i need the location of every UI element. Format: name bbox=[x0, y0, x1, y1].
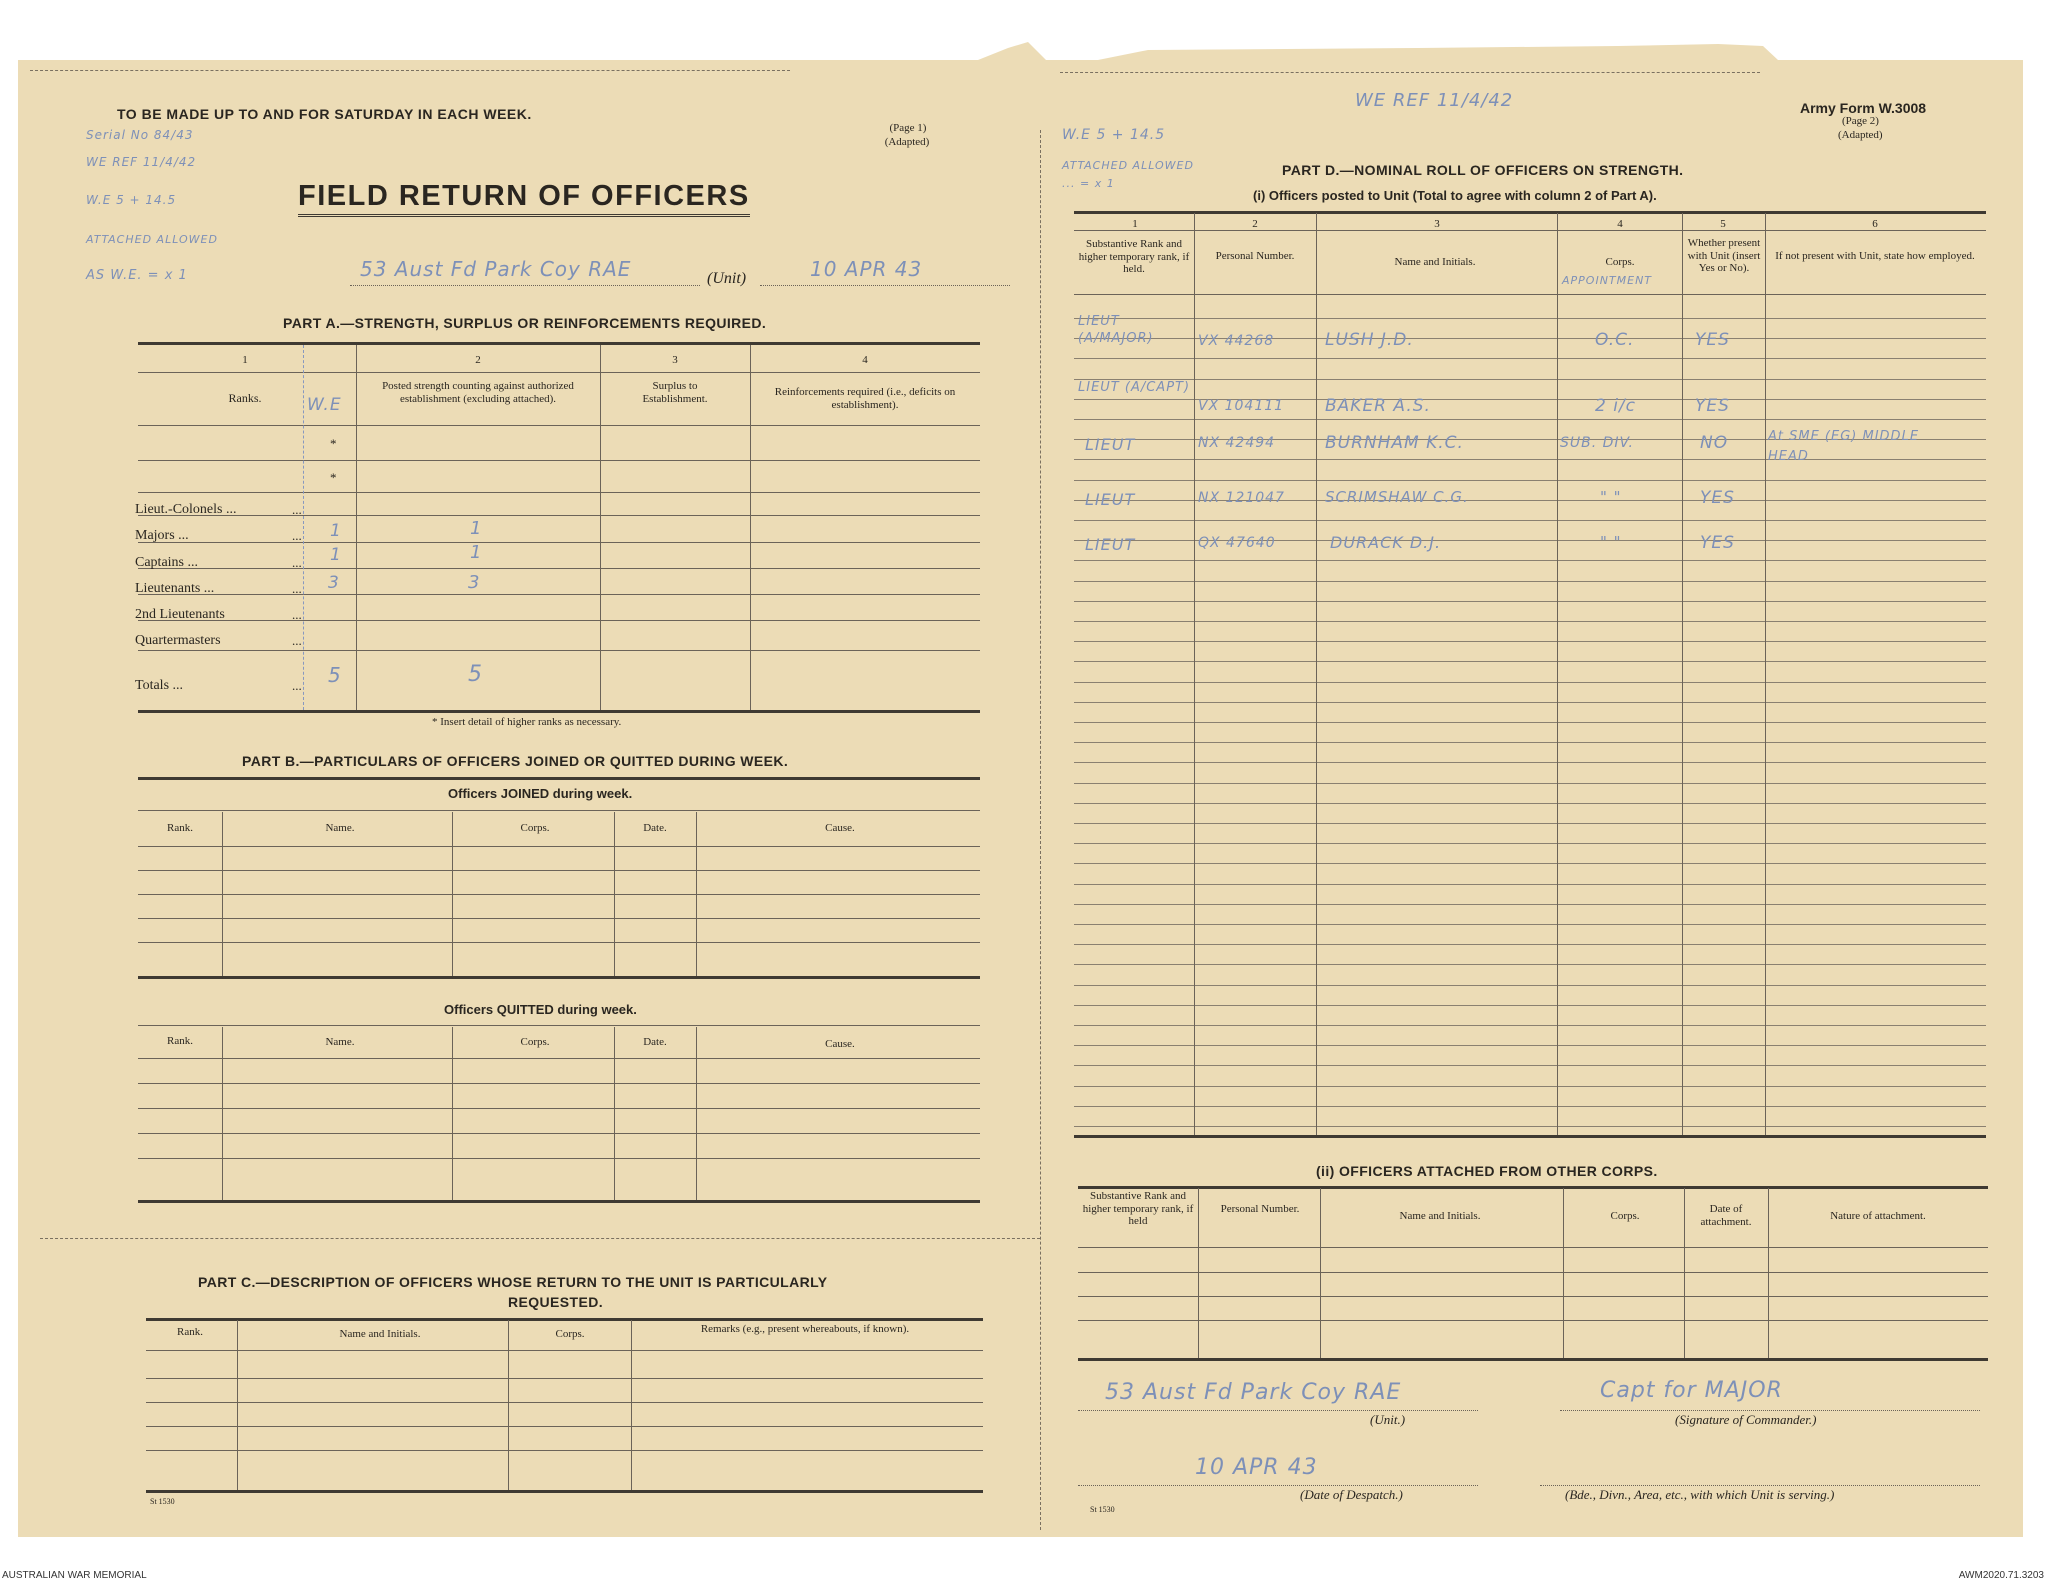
hw-majors-posted: 1 bbox=[470, 518, 483, 539]
attached-head-number: Personal Number. bbox=[1220, 1203, 1300, 1215]
leader-dots: ... bbox=[292, 555, 302, 570]
part-c-col-rank: Rank. bbox=[177, 1326, 203, 1338]
roll-1-corps: O.C. bbox=[1595, 330, 1635, 350]
joined-col-divider bbox=[222, 812, 223, 976]
attached-col-divider bbox=[1768, 1188, 1769, 1358]
joined-bottom-rule bbox=[138, 976, 980, 979]
asterisk-row: * bbox=[330, 436, 337, 451]
hw-right-attached-count: ... = x 1 bbox=[1062, 177, 1115, 190]
joined-row-rule bbox=[138, 918, 980, 919]
part-a-head-ranks: Ranks. bbox=[228, 391, 262, 405]
attached-row-rule bbox=[1078, 1272, 1988, 1273]
roll-row-rule bbox=[1074, 863, 1986, 864]
roll-4-rank: LIEUT bbox=[1085, 490, 1136, 509]
quitted-row-rule bbox=[138, 1108, 980, 1109]
part-a-top-rule bbox=[138, 342, 980, 345]
part-a-colnum-1: 1 bbox=[242, 354, 248, 366]
roll-row-rule bbox=[1074, 924, 1986, 925]
attached-head-corps: Corps. bbox=[1610, 1210, 1640, 1222]
despatch-line bbox=[1078, 1485, 1478, 1486]
quitted-col-divider bbox=[222, 1027, 223, 1200]
part-a-note: * Insert detail of higher ranks as necessary. bbox=[432, 716, 622, 728]
roll-2-rank: LIEUT (A/CAPT) bbox=[1078, 380, 1191, 395]
roll-4-name: SCRIMSHAW C.G. bbox=[1325, 488, 1469, 506]
part-b-top-rule bbox=[138, 777, 980, 780]
rank-totals: Totals ... bbox=[135, 678, 184, 693]
quitted-heading: Officers QUITTED during week. bbox=[444, 1002, 637, 1017]
part-d-top-rule bbox=[1074, 211, 1986, 214]
part-d-col-divider bbox=[1765, 213, 1766, 1135]
part-a-row-rule bbox=[138, 542, 980, 543]
hw-totals-we: 5 bbox=[328, 663, 342, 687]
roll-4-number: NX 121047 bbox=[1198, 490, 1285, 506]
part-a-head-posted: Posted strength counting against authorized establishment (excluding attached). bbox=[382, 380, 574, 405]
part-d-head-name: Name and Initials. bbox=[1394, 256, 1476, 268]
part-a-col-divider bbox=[356, 345, 357, 710]
perforation-top-left bbox=[30, 70, 790, 71]
perforation-fold bbox=[1040, 130, 1041, 1530]
roll-row-rule bbox=[1074, 1045, 1986, 1046]
roll-row-rule bbox=[1074, 581, 1986, 582]
handwritten-we-column-line bbox=[303, 345, 304, 710]
part-a-row-rule bbox=[138, 515, 980, 516]
roll-5-corps: " " bbox=[1600, 533, 1622, 551]
part-d-colnum-4: 4 bbox=[1617, 218, 1623, 230]
quitted-head-rule bbox=[138, 1025, 980, 1026]
roll-row-rule bbox=[1074, 944, 1986, 945]
roll-3-present: NO bbox=[1700, 433, 1729, 453]
joined-head-rule bbox=[138, 810, 980, 811]
part-d-head-present: Whether present with Unit (insert Yes or No). bbox=[1687, 237, 1761, 275]
joined-col-divider bbox=[696, 812, 697, 976]
instruction-text: TO BE MADE UP TO AND FOR SATURDAY IN EACH WEEK. bbox=[117, 106, 532, 122]
roll-row-rule bbox=[1074, 964, 1986, 965]
adapted-label: (Adapted) bbox=[884, 136, 930, 148]
part-d-colnum-3: 3 bbox=[1434, 218, 1440, 230]
joined-heading: Officers JOINED during week. bbox=[448, 786, 633, 801]
roll-row-rule bbox=[1074, 742, 1986, 743]
rank-quartermasters: Quartermasters bbox=[135, 633, 221, 648]
joined-col-cause: Cause. bbox=[825, 822, 855, 834]
joined-row-rule bbox=[138, 942, 980, 943]
roll-row-rule bbox=[1074, 520, 1986, 521]
joined-col-rule bbox=[138, 846, 980, 847]
hw-lieutenants-we: 3 bbox=[328, 573, 340, 593]
roll-row-rule bbox=[1074, 985, 1986, 986]
attached-head-rank: Substantive Rank and higher temporary rank, if held bbox=[1082, 1190, 1194, 1228]
quitted-row-rule bbox=[138, 1133, 980, 1134]
quitted-col-cause: Cause. bbox=[825, 1038, 855, 1050]
part-d-col-divider bbox=[1682, 213, 1683, 1135]
quitted-col-divider bbox=[696, 1027, 697, 1200]
handwritten-serial: Serial No 84/43 bbox=[86, 128, 194, 142]
part-d-bottom-rule bbox=[1074, 1135, 1986, 1138]
leader-dots: ... bbox=[292, 528, 302, 543]
part-c-title-2: REQUESTED. bbox=[508, 1294, 604, 1310]
part-d-colnum-1: 1 bbox=[1132, 218, 1138, 230]
unit-footer-label: (Unit.) bbox=[1370, 1412, 1406, 1427]
quitted-col-divider bbox=[452, 1027, 453, 1200]
part-a-row-rule bbox=[138, 568, 980, 569]
part-d-num-rule bbox=[1074, 230, 1986, 231]
roll-row-rule bbox=[1074, 661, 1986, 662]
part-c-col-remarks: Remarks (e.g., present whereabouts, if known). bbox=[700, 1323, 910, 1335]
part-d-colnum-2: 2 bbox=[1252, 218, 1258, 230]
roll-row-rule bbox=[1074, 480, 1986, 481]
hw-right-attached: ATTACHED ALLOWED bbox=[1062, 159, 1194, 172]
attached-head-nature: Nature of attachment. bbox=[1830, 1210, 1926, 1222]
roll-2-number: VX 104111 bbox=[1198, 398, 1285, 414]
hw-unit-footer: 53 Aust Fd Park Coy RAE bbox=[1105, 1380, 1402, 1405]
roll-row-rule bbox=[1074, 884, 1986, 885]
date-line bbox=[760, 285, 1010, 286]
roll-4-present: YES bbox=[1700, 488, 1735, 508]
roll-row-rule bbox=[1074, 560, 1986, 561]
joined-col-name: Name. bbox=[325, 822, 355, 834]
part-c-row-rule bbox=[146, 1402, 983, 1403]
part-a-title: PART A.—STRENGTH, SURPLUS OR REINFORCEMENTS REQUIRED. bbox=[283, 315, 767, 331]
joined-col-divider bbox=[614, 812, 615, 976]
hw-majors-we: 1 bbox=[330, 521, 342, 541]
roll-1-name: LUSH J.D. bbox=[1325, 330, 1414, 350]
part-c-row-rule bbox=[146, 1450, 983, 1451]
part-c-title: PART C.—DESCRIPTION OF OFFICERS WHOSE RETURN TO THE UNIT IS PARTICULARLY bbox=[198, 1274, 828, 1290]
roll-2-name: BAKER A.S. bbox=[1325, 396, 1431, 416]
roll-row-rule bbox=[1074, 823, 1986, 824]
roll-row-rule bbox=[1074, 1106, 1986, 1107]
perforation-top-right bbox=[1060, 72, 1760, 73]
roll-3-name: BURNHAM K.C. bbox=[1325, 433, 1464, 453]
hw-right-we: W.E 5 + 14.5 bbox=[1062, 127, 1166, 143]
part-d-head-number: Personal Number. bbox=[1215, 250, 1295, 262]
roll-row-rule bbox=[1074, 803, 1986, 804]
quitted-col-rule bbox=[138, 1058, 980, 1059]
attached-row-rule bbox=[1078, 1320, 1988, 1321]
part-c-col-name: Name and Initials. bbox=[339, 1328, 421, 1340]
attached-col-divider bbox=[1320, 1188, 1321, 1358]
roll-row-rule bbox=[1074, 358, 1986, 359]
roll-3-remark: At SME (EG) MIDDLE HEAD bbox=[1768, 429, 1920, 464]
roll-row-rule bbox=[1074, 621, 1986, 622]
quitted-col-divider bbox=[614, 1027, 615, 1200]
archive-accession-number: AWM2020.71.3203 bbox=[1958, 1570, 2044, 1581]
right-stock-number: St 1530 bbox=[1090, 1505, 1115, 1514]
rank-lieut-colonels: Lieut.-Colonels ... bbox=[135, 502, 237, 517]
roll-3-number: NX 42494 bbox=[1198, 435, 1276, 451]
roll-4-corps: " " bbox=[1600, 488, 1622, 506]
leader-dots: ... bbox=[292, 502, 302, 517]
part-a-row-rule bbox=[138, 460, 980, 461]
quitted-col-rank: Rank. bbox=[167, 1035, 193, 1047]
quitted-col-name: Name. bbox=[325, 1036, 355, 1048]
part-c-bottom-rule bbox=[146, 1490, 983, 1493]
joined-col-corps: Corps. bbox=[520, 822, 550, 834]
attached-col-divider bbox=[1563, 1188, 1564, 1358]
roll-row-rule bbox=[1074, 762, 1986, 763]
torn-edge bbox=[18, 40, 2023, 80]
part-a-num-rule bbox=[138, 372, 980, 373]
roll-row-rule bbox=[1074, 1005, 1986, 1006]
roll-row-rule bbox=[1074, 722, 1986, 723]
joined-col-rank: Rank. bbox=[167, 822, 193, 834]
roll-row-rule bbox=[1074, 702, 1986, 703]
attached-col-divider bbox=[1684, 1188, 1685, 1358]
unit-line bbox=[350, 285, 700, 286]
signature-label: (Signature of Commander.) bbox=[1675, 1412, 1817, 1427]
joined-row-rule bbox=[138, 870, 980, 871]
part-d-head-rule bbox=[1074, 294, 1986, 295]
roll-5-number: QX 47640 bbox=[1198, 535, 1276, 551]
leader-dots: ... bbox=[292, 607, 302, 622]
roll-row-rule bbox=[1074, 318, 1986, 319]
roll-row-rule bbox=[1074, 904, 1986, 905]
roll-3-corps: SUB. DIV. bbox=[1560, 435, 1634, 451]
leader-dots: ... bbox=[292, 633, 302, 648]
page-number: (Page 1) bbox=[889, 122, 927, 134]
roll-row-rule bbox=[1074, 783, 1986, 784]
part-c-col-divider bbox=[631, 1320, 632, 1490]
attached-row-rule bbox=[1078, 1296, 1988, 1297]
roll-row-rule bbox=[1074, 1065, 1986, 1066]
part-c-head-rule bbox=[146, 1350, 983, 1351]
part-d-col-divider bbox=[1194, 213, 1195, 1135]
roll-row-rule bbox=[1074, 601, 1986, 602]
roll-row-rule bbox=[1074, 1025, 1986, 1026]
part-a-head-surplus: Surplus to Establishment. bbox=[642, 380, 708, 405]
roll-1-present: YES bbox=[1695, 330, 1730, 350]
part-d-colnum-5: 5 bbox=[1720, 218, 1726, 230]
part-a-col-divider bbox=[750, 345, 751, 710]
part-c-col-divider bbox=[508, 1320, 509, 1490]
archive-credit: AUSTRALIAN WAR MEMORIAL bbox=[2, 1570, 147, 1581]
part-d-col-divider bbox=[1557, 213, 1558, 1135]
left-stock-number: St 1530 bbox=[150, 1497, 175, 1506]
part-d-head-employed: If not present with Unit, state how employed. bbox=[1775, 250, 1975, 262]
hw-appointment-header: APPOINTMENT bbox=[1562, 274, 1653, 287]
part-d-col-divider bbox=[1316, 213, 1317, 1135]
handwritten-we-ref: WE REF 11/4/42 bbox=[86, 155, 197, 169]
hw-signature: Capt for MAJOR bbox=[1600, 1378, 1783, 1403]
roll-row-rule bbox=[1074, 419, 1986, 420]
handwritten-attached: ATTACHED ALLOWED bbox=[86, 233, 218, 246]
despatch-label: (Date of Despatch.) bbox=[1300, 1487, 1403, 1502]
part-c-row-rule bbox=[146, 1378, 983, 1379]
rank-lieutenants: Lieutenants ... bbox=[135, 581, 215, 596]
army-form-number: Army Form W.3008 bbox=[1800, 100, 1927, 116]
handwritten-unit: 53 Aust Fd Park Coy RAE bbox=[360, 257, 632, 281]
roll-1-number: VX 44268 bbox=[1198, 333, 1275, 349]
bde-label: (Bde., Divn., Area, etc., with which Unit is serving.) bbox=[1565, 1487, 1835, 1502]
roll-row-rule bbox=[1074, 1126, 1986, 1127]
part-a-head-reinforcements: Reinforcements required (i.e., deficits on establishment). bbox=[774, 386, 956, 411]
roll-3-rank: LIEUT bbox=[1085, 435, 1136, 454]
part-d-head-rank: Substantive Rank and higher temporary rank, if held. bbox=[1078, 238, 1190, 276]
part-a-row-rule bbox=[138, 492, 980, 493]
right-page-number: (Page 2) bbox=[1842, 115, 1879, 127]
joined-col-date: Date. bbox=[643, 822, 667, 834]
rank-2nd-lieutenants: 2nd Lieutenants bbox=[135, 607, 225, 622]
quitted-row-rule bbox=[138, 1158, 980, 1159]
hw-captains-posted: 1 bbox=[470, 542, 483, 563]
part-a-colnum-2: 2 bbox=[475, 354, 481, 366]
roll-row-rule bbox=[1074, 641, 1986, 642]
roll-row-rule bbox=[1074, 843, 1986, 844]
attached-title: (ii) OFFICERS ATTACHED FROM OTHER CORPS. bbox=[1316, 1163, 1658, 1179]
part-d-title: PART D.—NOMINAL ROLL OF OFFICERS ON STRENGTH. bbox=[1282, 162, 1684, 178]
asterisk-row: * bbox=[330, 470, 337, 485]
attached-head-rule bbox=[1078, 1247, 1988, 1248]
roll-2-present: YES bbox=[1695, 396, 1730, 416]
handwritten-date: 10 APR 43 bbox=[810, 257, 923, 281]
signature-line bbox=[1560, 1410, 1980, 1411]
part-c-row-rule bbox=[146, 1426, 983, 1427]
roll-row-rule bbox=[1074, 1086, 1986, 1087]
part-d-colnum-6: 6 bbox=[1872, 218, 1878, 230]
right-adapted-label: (Adapted) bbox=[1838, 129, 1883, 141]
hw-totals-posted: 5 bbox=[468, 662, 483, 687]
perforation-cut-line bbox=[40, 1238, 1040, 1239]
part-c-col-corps: Corps. bbox=[555, 1328, 585, 1340]
roll-5-name: DURACK D.J. bbox=[1330, 533, 1442, 552]
quitted-bottom-rule bbox=[138, 1200, 980, 1203]
hw-lieutenants-posted: 3 bbox=[468, 572, 481, 593]
leader-dots: ... bbox=[292, 581, 302, 596]
handwritten-attached-count: AS W.E. = x 1 bbox=[86, 268, 188, 283]
joined-row-rule bbox=[138, 894, 980, 895]
part-b-title: PART B.—PARTICULARS OF OFFICERS JOINED OR QUITTED DURING WEEK. bbox=[242, 753, 789, 769]
hw-captains-we: 1 bbox=[330, 545, 342, 565]
attached-top-rule bbox=[1078, 1186, 1988, 1189]
attached-col-divider bbox=[1198, 1188, 1199, 1358]
form-title: FIELD RETURN OF OFFICERS bbox=[298, 180, 750, 217]
part-d-head-corps: Corps. bbox=[1605, 256, 1635, 268]
quitted-row-rule bbox=[138, 1083, 980, 1084]
quitted-col-date: Date. bbox=[643, 1036, 667, 1048]
handwritten-we-header: W.E bbox=[307, 395, 342, 415]
rank-captains: Captains ... bbox=[135, 555, 198, 570]
part-a-head-rule bbox=[138, 425, 980, 426]
form-sheet bbox=[18, 60, 2023, 1537]
part-a-row-rule bbox=[138, 650, 980, 651]
unit-footer-line bbox=[1078, 1410, 1478, 1411]
unit-label: (Unit) bbox=[707, 270, 747, 287]
attached-bottom-rule bbox=[1078, 1358, 1988, 1361]
part-c-col-divider bbox=[237, 1320, 238, 1490]
part-c-top-rule bbox=[146, 1318, 983, 1321]
part-a-colnum-4: 4 bbox=[862, 354, 868, 366]
roll-row-rule bbox=[1074, 682, 1986, 683]
part-a-col-divider bbox=[600, 345, 601, 710]
roll-row-rule bbox=[1074, 379, 1986, 380]
rank-majors: Majors ... bbox=[135, 528, 189, 543]
attached-head-name: Name and Initials. bbox=[1399, 1210, 1481, 1222]
roll-1-rank: LIEUT (A/MAJOR) bbox=[1078, 314, 1154, 346]
part-d-subtitle: (i) Officers posted to Unit (Total to agree with column 2 of Part A). bbox=[1253, 188, 1657, 203]
part-a-colnum-3: 3 bbox=[672, 354, 678, 366]
leader-dots: ... bbox=[292, 678, 302, 693]
joined-col-divider bbox=[452, 812, 453, 976]
part-a-bottom-rule bbox=[138, 710, 980, 713]
roll-5-rank: LIEUT bbox=[1085, 535, 1136, 554]
part-a-row-rule bbox=[138, 594, 980, 595]
part-a-row-rule bbox=[138, 620, 980, 621]
roll-5-present: YES bbox=[1700, 533, 1735, 553]
handwritten-we: W.E 5 + 14.5 bbox=[86, 193, 177, 207]
attached-head-date: Date of attachment. bbox=[1700, 1203, 1752, 1228]
hw-despatch-date: 10 APR 43 bbox=[1195, 1455, 1318, 1480]
roll-2-corps: 2 i/c bbox=[1595, 396, 1637, 416]
bde-line bbox=[1540, 1485, 1980, 1486]
quitted-col-corps: Corps. bbox=[520, 1036, 550, 1048]
hw-right-we-ref: WE REF 11/4/42 bbox=[1355, 90, 1514, 111]
